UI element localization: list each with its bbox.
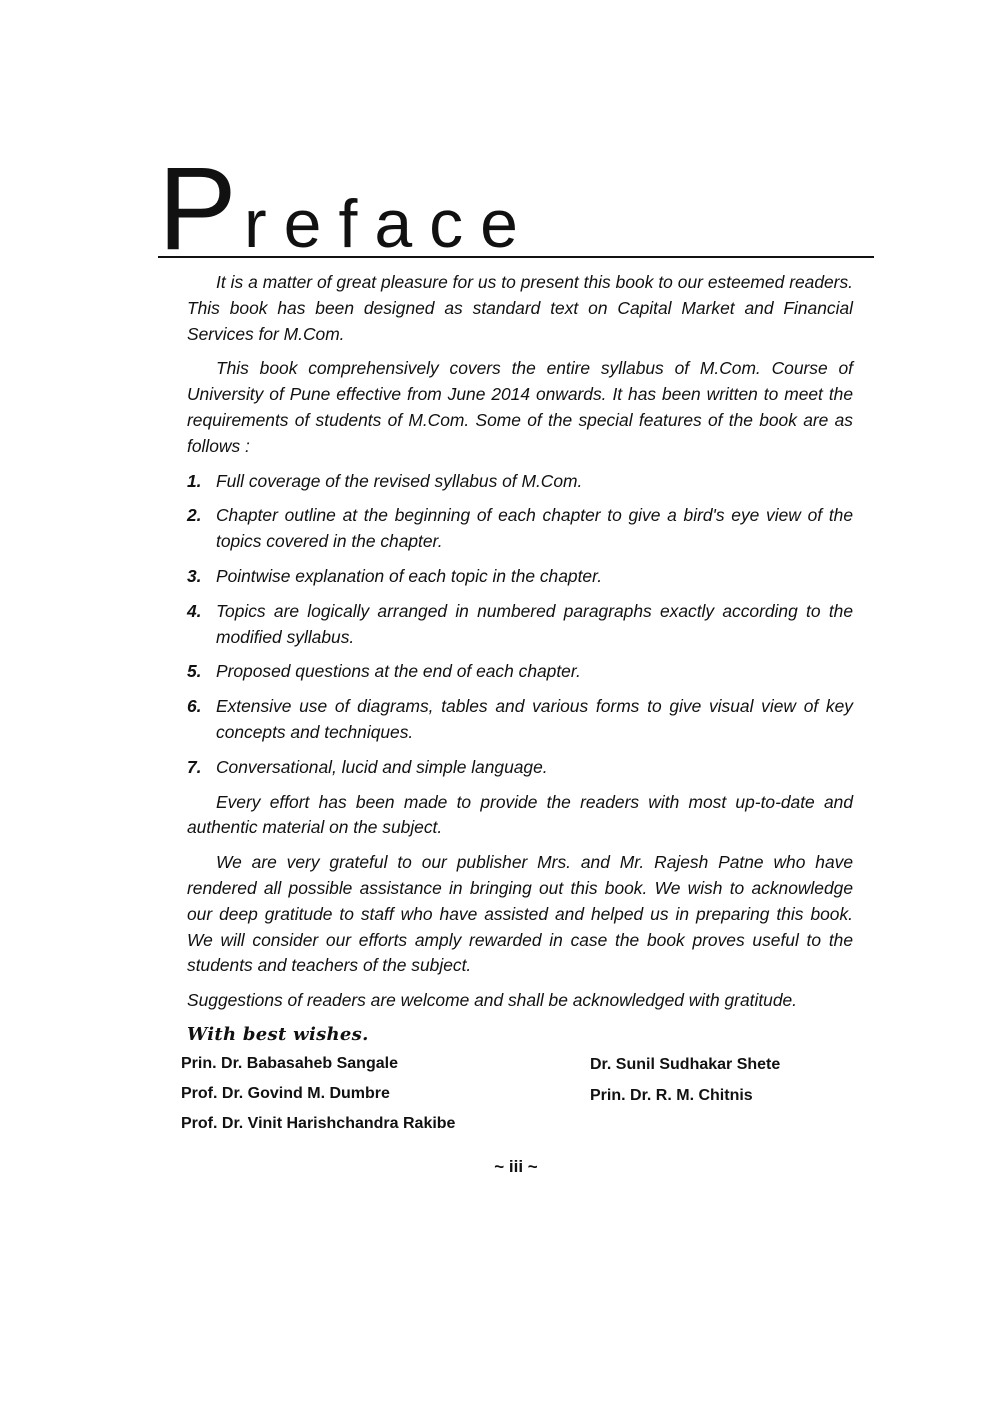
- feature-text: Extensive use of diagrams, tables and various forms to give visual view of key concepts and techniques.: [216, 696, 853, 742]
- title-underline: [158, 256, 874, 258]
- author-name: Dr. Sunil Sudhakar Shete: [590, 1056, 781, 1073]
- author-name: Prof. Dr. Vinit Harishchandra Rakibe: [181, 1115, 456, 1132]
- closing-paragraph-1: Every effort has been made to provide the readers with most up-to-date and authentic material on the subject.: [187, 791, 853, 838]
- preface-body: [187, 270, 853, 1023]
- feature-text: Conversational, lucid and simple language.: [216, 756, 548, 777]
- feature-item: [187, 564, 853, 590]
- feature-item: [187, 694, 853, 746]
- title-rest: reface: [244, 186, 535, 262]
- suggestions-paragraph: Suggestions of readers are welcome and shall be acknowledged with gratitude.: [187, 990, 798, 1011]
- feature-text: Pointwise explanation of each topic in the chapter.: [216, 565, 603, 586]
- intro-paragraph-2: This book comprehensively covers the entire syllabus of M.Com. Course of University of Pune effective from June 2014 onwards. It has been written to meet the requirements of students of M.Com. Some of the special features of the book are as follows :: [187, 358, 853, 456]
- author-name: Prin. Dr. Babasaheb Sangale: [181, 1055, 398, 1072]
- feature-item: [187, 469, 853, 495]
- sign-off: With best wishes.: [187, 1024, 369, 1045]
- author-name: Prin. Dr. R. M. Chitnis: [590, 1087, 753, 1104]
- feature-text: Topics are logically arranged in numbered paragraphs exactly according to the modified syllabus.: [216, 600, 853, 647]
- feature-number: 7.: [187, 756, 202, 777]
- feature-item: [187, 755, 853, 781]
- feature-item: [187, 503, 853, 555]
- feature-item: [187, 659, 853, 685]
- page-title: [158, 143, 874, 275]
- feature-number: 2.: [187, 505, 202, 526]
- feature-text: Full coverage of the revised syllabus of M.Com.: [216, 470, 583, 491]
- intro-paragraph-1: It is a matter of great pleasure for us to present this book to our esteemed readers. This book has been designed as standard text on Capital Market and Financial Services for M.Com.: [187, 272, 853, 344]
- features-list: [187, 469, 853, 781]
- feature-item: [187, 599, 853, 651]
- title-first-letter: P: [158, 143, 237, 275]
- feature-number: 6.: [187, 696, 202, 717]
- feature-number: 3.: [187, 565, 202, 586]
- author-name: Prof. Dr. Govind M. Dumbre: [181, 1085, 390, 1102]
- feature-text: Chapter outline at the beginning of each chapter to give a bird's eye view of the topics covered in the chapter.: [216, 505, 853, 552]
- feature-number: 1.: [187, 470, 202, 491]
- feature-number: 4.: [187, 600, 202, 621]
- feature-text: Proposed questions at the end of each chapter.: [216, 661, 581, 682]
- closing-paragraph-2: We are very grateful to our publisher Mrs. and Mr. Rajesh Patne who have rendered all possible assistance in bringing out this book. We wish to acknowledge our deep gratitude to staff who have assisted and helped us in preparing this book. We will consider our efforts amply rewarded in case the book proves useful to the students and teachers of the subject.: [187, 852, 853, 976]
- feature-number: 5.: [187, 661, 202, 682]
- page-number: ~ iii ~: [494, 1157, 538, 1176]
